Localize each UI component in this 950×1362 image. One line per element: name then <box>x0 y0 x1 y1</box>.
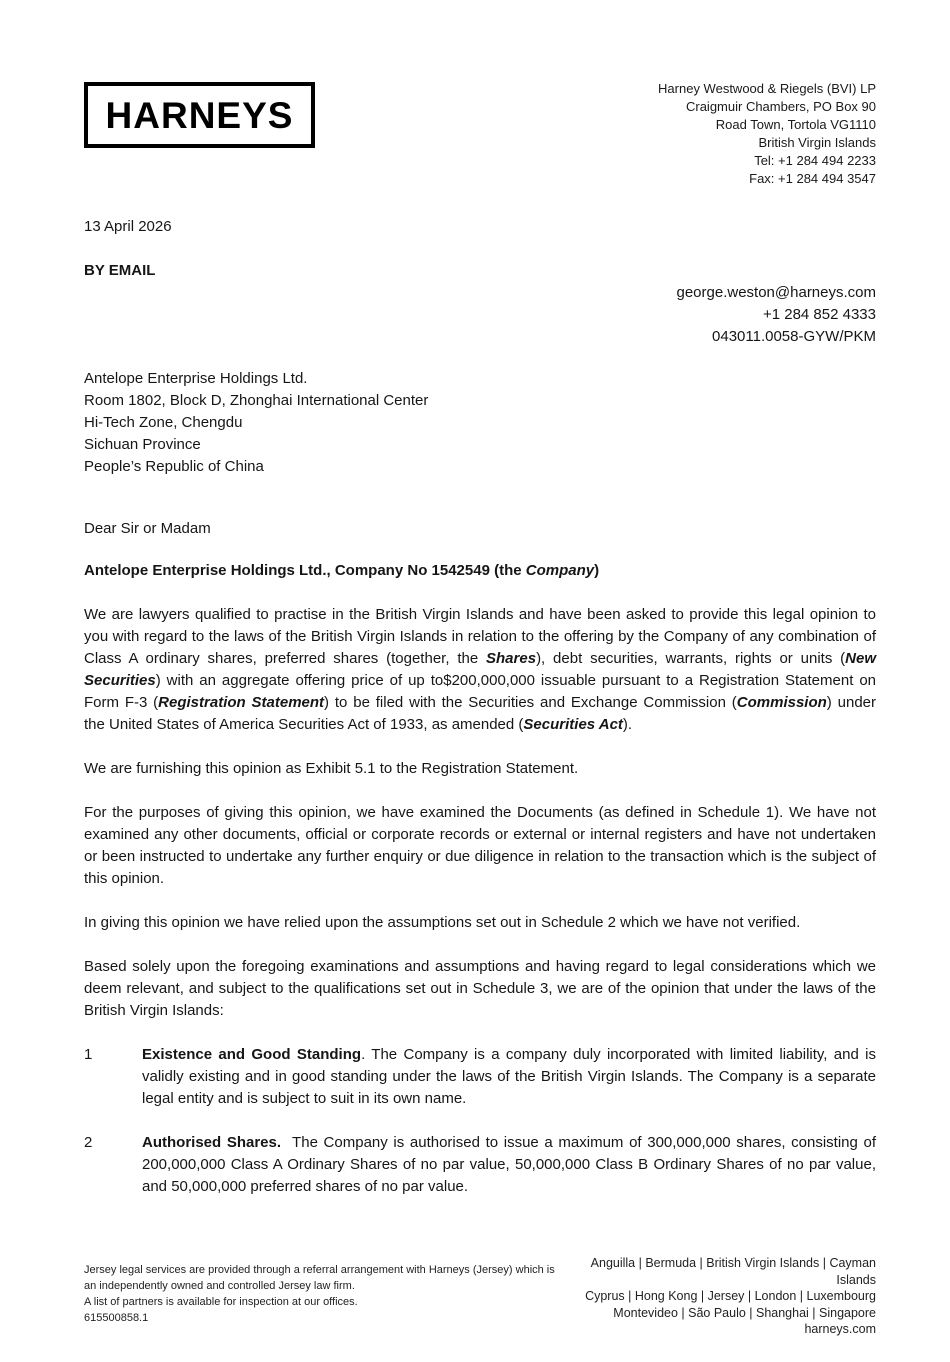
harneys-logo <box>84 82 315 148</box>
delivery-method: BY EMAIL <box>84 262 156 279</box>
text-line: Craigmuir Chambers, PO Box 90 <box>685 99 876 114</box>
text-segment: Commission <box>736 694 827 711</box>
body-paragraph-3 <box>84 802 876 890</box>
text-segment: Company <box>525 562 595 579</box>
text-segment: ). <box>622 716 633 733</box>
text-line: Harney Westwood & Riegels (BVI) LP <box>658 81 876 96</box>
opinion-item-2-text <box>142 1132 876 1198</box>
text-line: People’s Republic of China <box>84 458 264 475</box>
text-segment: ) with an aggregate offering price of up to$200,000,000 issuable pursuant to a Registration Statement on Form F-3 ( <box>84 672 876 711</box>
text-segment: We are furnishing this opinion as Exhibit 5.1 to the Registration Statement. <box>84 760 579 777</box>
text-line: Anguilla | Bermuda | British Virgin Islands | Cayman Islands <box>590 1256 876 1287</box>
opinion-item-1 <box>84 1044 876 1110</box>
page-footer <box>84 1255 876 1338</box>
text-segment: . The Company is a company duly incorporated with limited liability, and is validly existing and in good standing under the laws of the British Virgin Islands. The Company is a separate legal entity and is subject to suit in its own name. <box>142 1046 877 1107</box>
text-segment: ) to be filed with the Securities and Exchange Commission ( <box>324 694 737 711</box>
recipient-address-block <box>84 368 876 478</box>
letter-date: 13 April 2026 <box>84 218 172 235</box>
text-segment: Based solely upon the foregoing examinations and assumptions and having regard to legal considerations which we deem relevant, and subject to the qualifications set out in Schedule 3, we are of the opinion that under the laws of the British Virgin Islands: <box>84 958 876 1019</box>
salutation: Dear Sir or Madam <box>84 520 211 537</box>
body-paragraph-2 <box>84 758 876 780</box>
body-paragraph-1 <box>84 604 876 736</box>
text-line: British Virgin Islands <box>758 135 876 150</box>
opinion-item-1-number: 1 <box>84 1046 93 1063</box>
text-segment: The Company is authorised to issue a maximum of 300,000,000 shares, consisting of 200,000,000 Class A Ordinary Shares of no par value, 50,000,000 Class B Ordinary Shares of no par value, and 50,000,000 preferred shares of no par value. <box>142 1134 876 1195</box>
text-segment: ) <box>594 562 600 579</box>
text-line: Tel: +1 284 494 2233 <box>754 153 876 168</box>
text-segment: For the purposes of giving this opinion, we have examined the Documents (as defined in Schedule 1). We have not examined any other documents, official or corporate records or external or internal registers and have not undertaken or been instructed to undertake any further enquiry or due diligence in relation to the transaction which is the subject of this opinion. <box>84 804 876 887</box>
text-line: Jersey legal services are provided through a referral arrangement with Harneys (Jersey) which is an independently owned and controlled Jersey law firm. <box>84 1264 555 1292</box>
footer-disclaimer <box>84 1255 559 1326</box>
text-segment: Existence and Good Standing <box>142 1046 362 1063</box>
text-line: 615500858.1 <box>84 1312 149 1324</box>
text-segment: Antelope Enterprise Holdings Ltd., Company No 1542549 (the <box>84 562 526 579</box>
subject-line <box>84 560 876 582</box>
text-line: 043011.0058-GYW/PKM <box>712 328 876 345</box>
text-line: Cyprus | Hong Kong | Jersey | London | Luxembourg <box>585 1289 876 1303</box>
body-paragraph-4 <box>84 912 876 934</box>
text-line: Room 1802, Block D, Zhonghai International Center <box>84 392 429 409</box>
opinion-item-1-text <box>142 1044 876 1110</box>
harneys-logo-text: HARNEYS <box>105 94 294 136</box>
text-segment: Shares <box>486 650 537 667</box>
text-line: george.weston@harneys.com <box>676 284 876 301</box>
sender-contact-block <box>84 282 876 348</box>
text-line: A list of partners is available for inspection at our offices. <box>84 1296 358 1308</box>
text-segment: ) under the United States of America Securities Act of 1933, as amended ( <box>84 694 876 733</box>
text-line: +1 284 852 4333 <box>762 306 876 323</box>
text-segment: Authorised Shares. <box>142 1134 282 1151</box>
firm-address-block <box>658 80 876 188</box>
text-segment: Securities Act <box>523 716 623 733</box>
letterhead <box>84 80 876 188</box>
text-segment: In giving this opinion we have relied upon the assumptions set out in Schedule 2 which we have not verified. <box>84 914 801 931</box>
body-paragraph-5 <box>84 956 876 1022</box>
footer-offices <box>559 1255 876 1338</box>
opinion-item-2 <box>84 1132 876 1198</box>
text-line: harneys.com <box>804 1322 876 1336</box>
opinion-item-2-number: 2 <box>84 1134 93 1151</box>
text-line: Road Town, Tortola VG1110 <box>715 117 876 132</box>
text-segment: We are lawyers qualified to practise in the British Virgin Islands and have been asked to provide this legal opinion to you with regard to the laws of the British Virgin Islands in relation to the offering by the Company of any combination of Class A ordinary shares, preferred shares (together, the <box>84 606 876 667</box>
text-segment: ), debt securities, warrants, rights or units ( <box>536 650 846 667</box>
text-line: Fax: +1 284 494 3547 <box>749 171 876 186</box>
text-line: Hi-Tech Zone, Chengdu <box>84 414 243 431</box>
text-line: Antelope Enterprise Holdings Ltd. <box>84 370 308 387</box>
text-segment: New Securities <box>84 650 876 689</box>
text-segment: Registration Statement <box>158 694 325 711</box>
text-line: Sichuan Province <box>84 436 201 453</box>
text-line: Montevideo | São Paulo | Shanghai | Singapore <box>613 1305 876 1320</box>
